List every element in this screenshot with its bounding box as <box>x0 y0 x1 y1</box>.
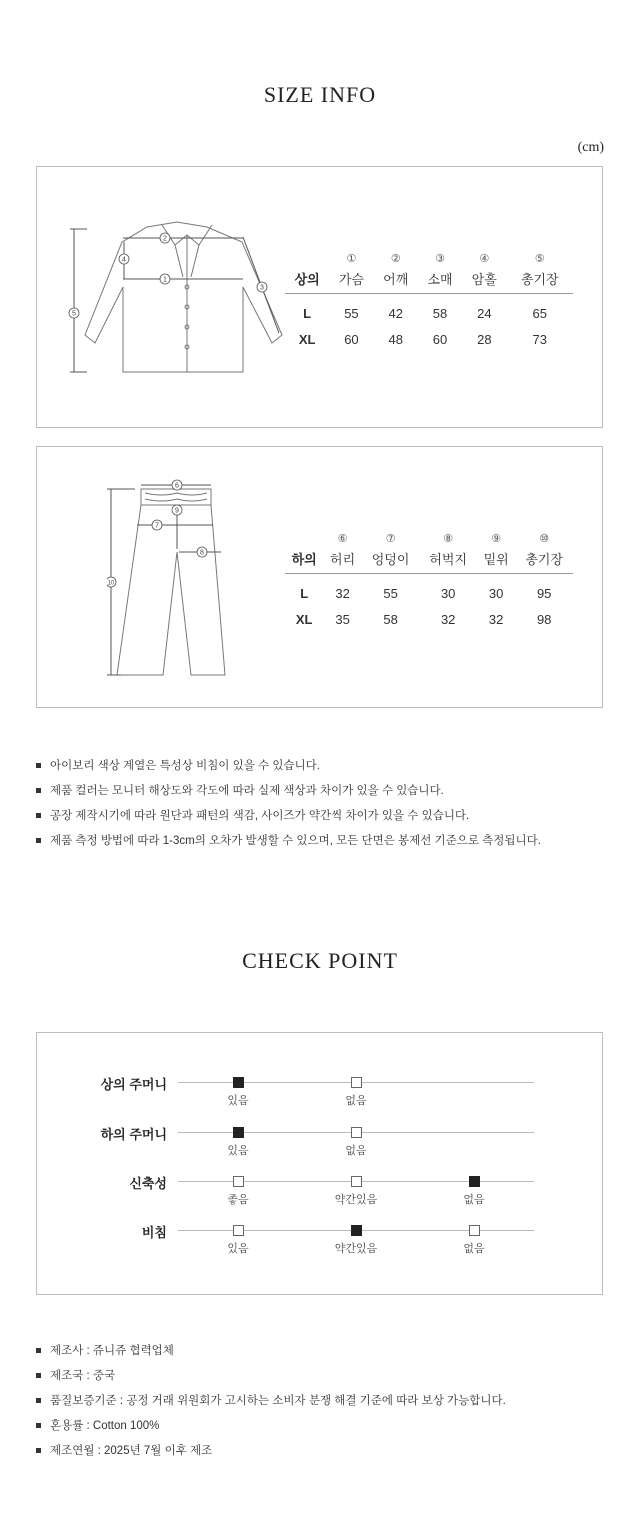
size-label: XL <box>295 611 313 627</box>
column-header: 허리 <box>323 549 361 574</box>
col-number: ⑩ <box>539 532 550 545</box>
check-option <box>316 1077 396 1108</box>
selected-square-icon <box>233 1127 244 1138</box>
size-info-title: SIZE INFO <box>263 82 377 107</box>
column-header: 엉덩이 <box>362 549 420 574</box>
bottom-size-table <box>285 527 573 634</box>
size-value: 35 <box>335 611 350 627</box>
size-value: 24 <box>477 305 492 321</box>
check-option <box>198 1176 278 1207</box>
size-label: L <box>303 305 312 321</box>
option-label: 있음 <box>227 1145 249 1157</box>
column-header: 어깨 <box>374 269 418 294</box>
col-number: ⑨ <box>491 532 502 545</box>
size-value: 58 <box>383 611 398 627</box>
check-label: 상의 주머니 <box>100 1077 167 1092</box>
size-notes <box>36 758 541 858</box>
table-row <box>285 294 573 325</box>
check-row-top-pocket <box>36 1074 603 1114</box>
list-item: 품질보증기준 : 공정 거래 위원회가 고시하는 소비자 분쟁 해결 기준에 따라 보상 가능합니다. <box>36 1393 506 1418</box>
column-header: 총기장 <box>506 269 573 294</box>
size-value: 73 <box>532 331 547 347</box>
option-label: 좋음 <box>227 1194 249 1206</box>
diagram-marker: 8 <box>200 549 204 557</box>
check-option <box>316 1176 396 1207</box>
list-item: 혼용률 : Cotton 100% <box>36 1418 506 1443</box>
column-header: 소매 <box>418 269 462 294</box>
diagram-marker: 5 <box>72 310 76 318</box>
option-label: 없음 <box>345 1145 367 1157</box>
check-option <box>434 1225 514 1256</box>
check-row-bottom-pocket <box>36 1124 603 1164</box>
table-row <box>285 324 573 354</box>
size-value: 95 <box>536 585 552 601</box>
shirt-illustration <box>67 217 307 417</box>
size-value: 30 <box>488 585 504 601</box>
column-header: 가슴 <box>329 269 373 294</box>
size-value: 48 <box>388 331 403 347</box>
size-value: 42 <box>388 305 403 321</box>
product-info-list <box>36 1343 506 1468</box>
check-point-title: CHECK POINT <box>242 948 398 973</box>
empty-square-icon <box>351 1127 362 1138</box>
list-item: 제품 컬러는 모니터 해상도와 각도에 따라 실제 색상과 차이가 있을 수 있습니다. <box>36 783 541 808</box>
top-size-table <box>285 247 573 354</box>
diagram-marker: 2 <box>163 235 167 243</box>
empty-square-icon <box>233 1225 244 1236</box>
empty-square-icon <box>351 1176 362 1187</box>
empty-square-icon <box>233 1176 244 1187</box>
check-row-sheerness <box>36 1222 603 1262</box>
unit-label: (cm) <box>577 140 604 155</box>
col-number: ② <box>390 252 401 265</box>
size-value: 58 <box>432 305 448 321</box>
column-header: 총기장 <box>515 549 573 574</box>
col-number: ⑥ <box>337 532 348 545</box>
size-label: XL <box>298 331 316 347</box>
bottom-size-box <box>36 446 603 708</box>
size-value: 98 <box>536 611 552 627</box>
size-label: L <box>300 585 309 601</box>
check-row-stretch <box>36 1173 603 1213</box>
size-value: 55 <box>383 585 398 601</box>
check-option <box>198 1077 278 1108</box>
size-value: 32 <box>488 611 504 627</box>
top-size-box <box>36 166 603 428</box>
column-header: 허벅지 <box>419 549 477 574</box>
option-label: 약간있음 <box>334 1243 378 1255</box>
diagram-marker: 9 <box>175 507 179 515</box>
diagram-marker: 1 <box>163 276 167 284</box>
size-value: 28 <box>477 331 492 347</box>
option-label: 없음 <box>463 1243 485 1255</box>
selected-square-icon <box>351 1225 362 1236</box>
check-label: 하의 주머니 <box>100 1127 167 1142</box>
check-label: 비침 <box>141 1225 167 1240</box>
size-value: 60 <box>344 331 359 347</box>
list-item: 제조연월 : 2025년 7월 이후 제조 <box>36 1443 506 1468</box>
empty-square-icon <box>469 1225 480 1236</box>
col-number: ④ <box>479 252 490 265</box>
category-label: 하의 <box>285 549 323 574</box>
diagram-marker: 4 <box>122 256 126 264</box>
pants-illustration <box>107 477 307 687</box>
size-value: 32 <box>335 585 350 601</box>
column-header: 암홀 <box>462 269 506 294</box>
list-item: 아이보리 색상 계열은 특성상 비침이 있을 수 있습니다. <box>36 758 541 783</box>
size-value: 55 <box>344 305 359 321</box>
check-option <box>198 1127 278 1158</box>
category-label: 상의 <box>285 269 329 294</box>
option-label: 없음 <box>463 1194 485 1206</box>
list-item: 제조사 : 쥬니쥬 협력업체 <box>36 1343 506 1368</box>
diagram-marker: 3 <box>260 284 264 292</box>
col-number: ③ <box>435 252 445 265</box>
list-item: 공장 제작시기에 따라 원단과 패턴의 색감, 사이즈가 약간씩 차이가 있을 수 있습니다. <box>36 808 541 833</box>
list-item: 제조국 : 중국 <box>36 1368 506 1393</box>
diagram-marker: 6 <box>175 482 179 490</box>
size-value: 60 <box>432 331 448 347</box>
col-number: ⑧ <box>443 532 454 545</box>
col-number: ⑤ <box>534 252 545 265</box>
option-label: 약간있음 <box>334 1194 378 1206</box>
option-label: 있음 <box>227 1243 249 1255</box>
diagram-marker: 7 <box>155 522 159 530</box>
column-header: 밑위 <box>477 549 515 574</box>
table-row <box>285 574 573 605</box>
selected-square-icon <box>233 1077 244 1088</box>
check-option <box>316 1127 396 1158</box>
size-value: 65 <box>532 305 547 321</box>
option-label: 없음 <box>345 1095 367 1107</box>
check-option <box>316 1225 396 1256</box>
check-option <box>434 1176 514 1207</box>
table-row <box>285 604 573 634</box>
check-option <box>198 1225 278 1256</box>
size-value: 30 <box>440 585 456 601</box>
size-value: 32 <box>440 611 456 627</box>
col-number: ⑦ <box>385 532 396 545</box>
col-number: ① <box>346 252 357 265</box>
selected-square-icon <box>469 1176 480 1187</box>
diagram-marker: 10 <box>107 580 115 587</box>
option-label: 있음 <box>227 1095 249 1107</box>
list-item: 제품 측정 방법에 따라 1-3cm의 오차가 발생할 수 있으며, 모든 단면은 봉제선 기준으로 측정됩니다. <box>36 833 541 858</box>
check-label: 신축성 <box>129 1176 167 1191</box>
empty-square-icon <box>351 1077 362 1088</box>
